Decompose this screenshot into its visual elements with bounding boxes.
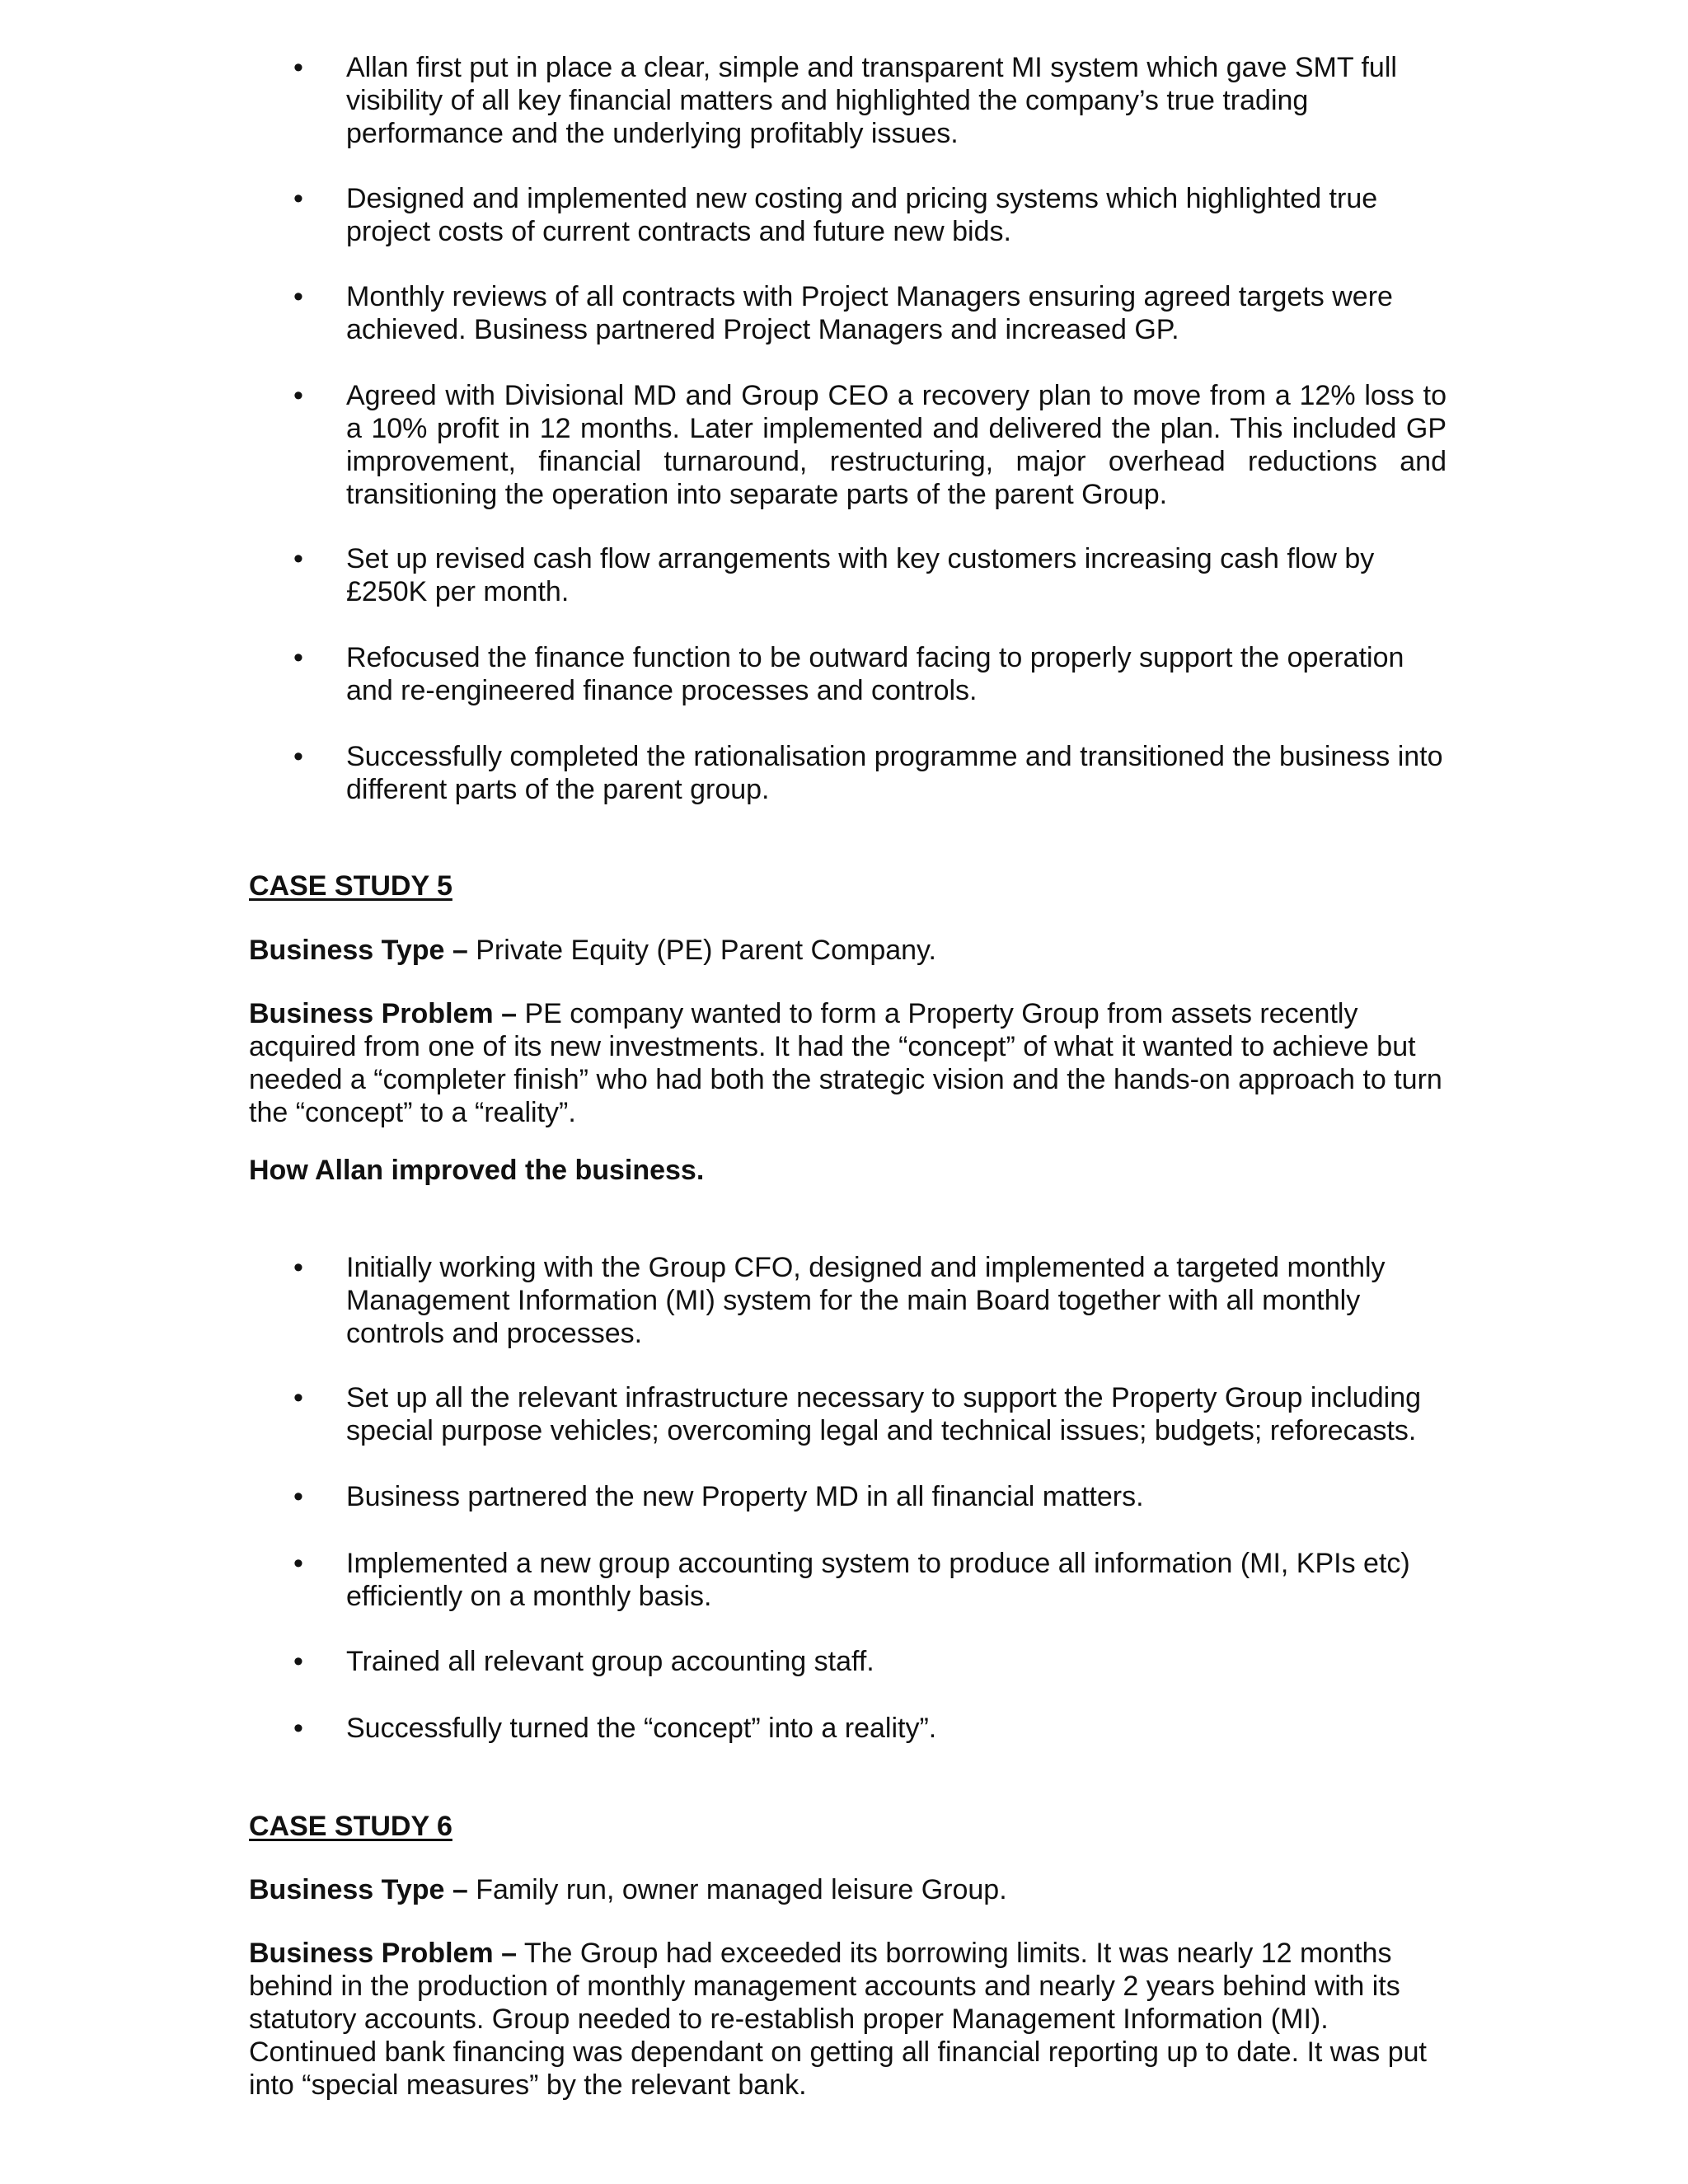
business-problem-label: Business Problem – [249, 1938, 518, 1969]
bullet-line: Set up revised cash flow arrangements with key customers increasing cash flow by [346, 543, 1375, 574]
bullet-line: controls and processes. [346, 1318, 643, 1349]
problem-line: behind in the production of monthly management accounts and nearly 2 years behind with its [249, 1971, 1400, 2002]
bullet-dot: • [293, 1646, 303, 1677]
bullet-line: Refocused the finance function to be outward facing to properly support the operation [346, 642, 1404, 673]
business-type-label: Business Type – [249, 935, 468, 966]
bullet-paragraph: Agreed with Divisional MD and Group CEO a recovery plan to move from a 12% loss to a 10% profit in 12 months. Later implemented and delivered the plan. This included GP improvement, financial turnaround, restructuring, major overhead reductions and transitioning the operation into separate parts of the parent Group. [346, 380, 1447, 510]
bullet-dot: • [293, 380, 303, 411]
bullet-line: Monthly reviews of all contracts with Project Managers ensuring agreed targets were [346, 281, 1393, 312]
bullet-dot: • [293, 281, 303, 312]
case-study-5-heading: CASE STUDY 5 [249, 870, 452, 902]
bullet-line: Implemented a new group accounting system to produce all information (MI, KPIs etc) [346, 1548, 1410, 1579]
business-type-label: Business Type – [249, 1874, 468, 1905]
case-study-6-heading: CASE STUDY 6 [249, 1811, 452, 1842]
bullet-line: special purpose vehicles; overcoming legal and technical issues; budgets; reforecasts. [346, 1415, 1417, 1446]
bullet-dot: • [293, 642, 303, 673]
bullet-dot: • [293, 1481, 303, 1512]
bullet-line: Set up all the relevant infrastructure necessary to support the Property Group including [346, 1382, 1422, 1413]
problem-line: Continued bank financing was dependant on getting all financial reporting up to date. It was put [249, 2036, 1427, 2068]
bullet-line: Designed and implemented new costing and pricing systems which highlighted true [346, 183, 1378, 214]
bullet-dot: • [293, 1252, 303, 1283]
bullet-line: Management Information (MI) system for the main Board together with all monthly [346, 1285, 1361, 1316]
bullet-line: Successfully turned the “concept” into a reality”. [346, 1713, 937, 1744]
bullet-line: and re-engineered finance processes and controls. [346, 675, 978, 706]
bullet-line: efficiently on a monthly basis. [346, 1581, 712, 1612]
case-study-6-business-problem [249, 1937, 1452, 2102]
business-type-text: Family run, owner managed leisure Group. [467, 1874, 1007, 1905]
bullet-dot: • [293, 52, 303, 83]
bullet-line: Trained all relevant group accounting staff. [346, 1646, 874, 1677]
bullet-line: visibility of all key financial matters and highlighted the company’s true trading [346, 85, 1309, 116]
problem-line: acquired from one of its new investments. It had the “concept” of what it wanted to achieve but [249, 1031, 1416, 1062]
bullet-dot: • [293, 741, 303, 772]
case-study-5-business-type [249, 934, 1452, 967]
bullet-dot: • [293, 1382, 303, 1413]
bullet-line: performance and the underlying profitably issues. [346, 118, 959, 149]
bullet-line: achieved. Business partnered Project Managers and increased GP. [346, 314, 1179, 345]
case-study-6-business-type [249, 1873, 1452, 1906]
bullet-dot: • [293, 1548, 303, 1579]
business-problem-label: Business Problem – [249, 998, 518, 1029]
problem-line: The Group had exceeded its borrowing limits. It was nearly 12 months [517, 1938, 1392, 1969]
bullet-line: £250K per month. [346, 576, 570, 607]
bullet-line: Initially working with the Group CFO, designed and implemented a targeted monthly [346, 1252, 1386, 1283]
bullet-line: project costs of current contracts and future new bids. [346, 216, 1011, 247]
bullet-line: different parts of the parent group. [346, 774, 770, 805]
problem-line: the “concept” to a “reality”. [249, 1097, 576, 1128]
how-allan-improved-heading: How Allan improved the business. [249, 1155, 705, 1186]
bullet-line: Allan first put in place a clear, simple and transparent MI system which gave SMT full [346, 52, 1397, 83]
problem-line: into “special measures” by the relevant bank. [249, 2069, 807, 2101]
problem-line: PE company wanted to form a Property Group from assets recently [517, 998, 1358, 1029]
business-type-text: Private Equity (PE) Parent Company. [467, 935, 936, 966]
bullet-dot: • [293, 183, 303, 214]
problem-line: statutory accounts. Group needed to re-establish proper Management Information (MI). [249, 2004, 1329, 2035]
problem-line: needed a “completer finish” who had both the strategic vision and the hands-on approach to turn [249, 1064, 1442, 1095]
bullet-dot: • [293, 543, 303, 574]
case-study-5-business-problem [249, 997, 1452, 1129]
bullet-line: Business partnered the new Property MD in all financial matters. [346, 1481, 1144, 1512]
bullet-line: Successfully completed the rationalisation programme and transitioned the business into [346, 741, 1443, 772]
bullet-dot: • [293, 1713, 303, 1744]
